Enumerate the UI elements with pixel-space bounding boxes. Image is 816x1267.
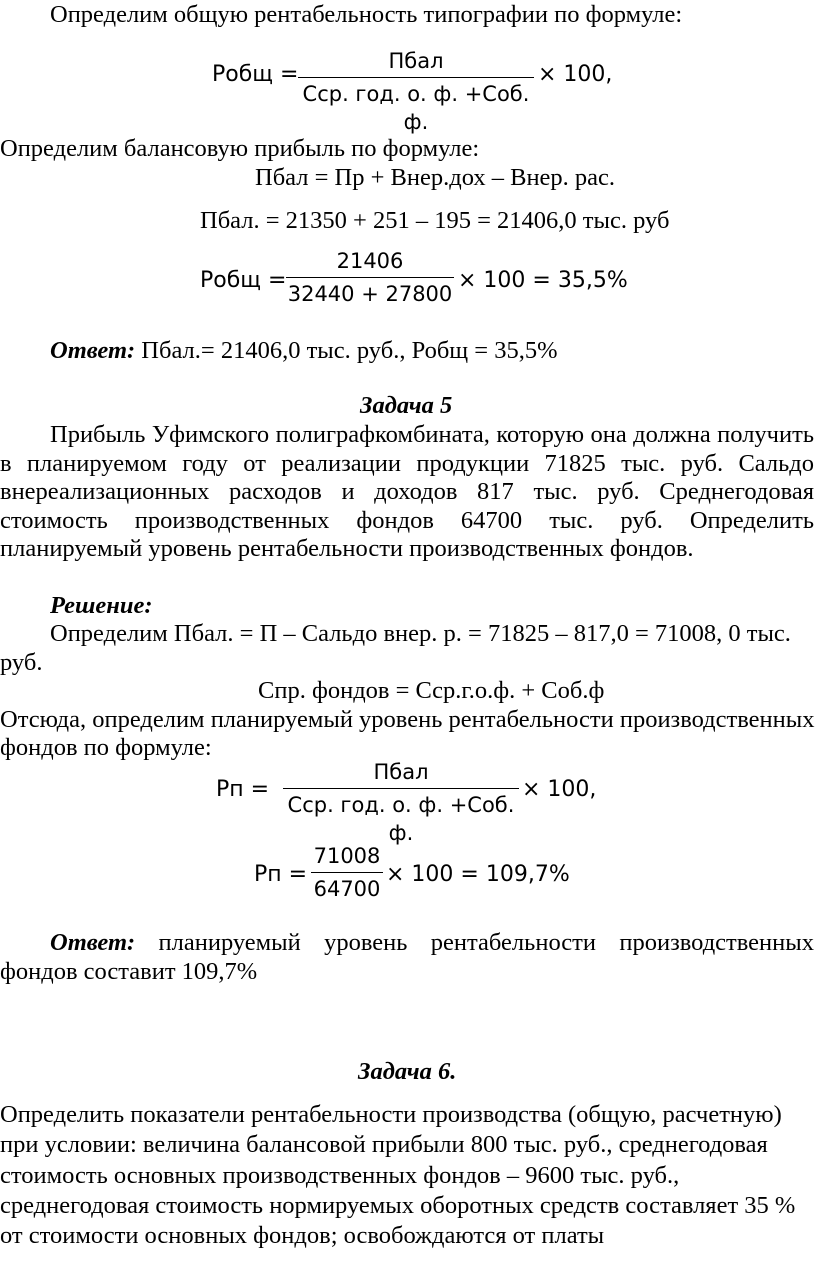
formula2-fraction (286, 247, 454, 308)
formula2-tail: × 100 = 35,5% (458, 268, 628, 293)
formula2-denominator: 32440 + 27800 (287, 282, 453, 306)
solution-line-2: руб. (0, 649, 43, 676)
formula4-lhs: Рп = (254, 862, 308, 887)
formula1-fraction (298, 47, 534, 136)
formula2-lhs: Робщ = (200, 268, 287, 293)
task5-title: Задача 5 (360, 392, 453, 419)
answer1 (50, 336, 558, 366)
formula1-denominator: Сср. год. о. ф. +Соб. ф. (302, 82, 530, 134)
balance-formula: Пбал = Пр + Внер.дох – Внер. рас. (255, 164, 616, 191)
formula1-numerator: Пбал (388, 49, 444, 73)
formula4-numerator: 71008 (313, 844, 381, 868)
formula4-denominator: 64700 (313, 877, 381, 901)
formula3-lhs: Рп = (216, 777, 270, 802)
solution-label: Решение: (50, 592, 153, 619)
task6-line-5: от стоимости основных фондов; освобождаются от платы (0, 1222, 605, 1249)
task5-line-3: внереализационных расходов и доходов 817 тыс. руб. Среднегодовая (0, 478, 814, 505)
formula1-tail: × 100, (538, 62, 613, 87)
task6-title: Задача 6. (358, 1058, 457, 1085)
balance-calc: Пбал. = 21350 + 251 – 195 = 21406,0 тыс. руб (200, 207, 670, 234)
answer2-word: производственных (619, 929, 814, 956)
task5-line-5: планируемый уровень рентабельности производственных фондов. (0, 535, 694, 562)
intro-line: Определим общую рентабельность типографии по формуле: (50, 1, 683, 28)
formula3-fraction (283, 758, 519, 847)
answer2-word: рентабельности (430, 929, 596, 956)
answer1-label: Ответ: (50, 337, 136, 364)
task5-line-4: стоимость производственных фондов 64700 тыс. руб. Определить (0, 507, 814, 534)
formula3-tail: × 100, (522, 777, 597, 802)
task6-line-3: стоимость основных производственных фондов – 9600 тыс. руб., (0, 1162, 680, 1189)
task5-line-1: Прибыль Уфимского полиграфкомбината, которую она должна получить (50, 421, 814, 448)
answer2-word: планируемый (158, 929, 301, 956)
solution-line-1: Определим Пбал. = П – Сальдо внер. р. = 71825 – 817,0 = 71008, 0 тыс. (50, 620, 791, 647)
formula3-denominator: Сср. год. о. ф. +Соб. ф. (287, 793, 515, 845)
formula1-lhs: Робщ = (212, 62, 299, 87)
formula4-tail: × 100 = 109,7% (386, 862, 570, 887)
answer2-label: Ответ: (50, 929, 136, 956)
solution-line-3: Отсюда, определим планируемый уровень рентабельности производственных (0, 706, 815, 733)
spr-formula: Спр. фондов = Сср.г.о.ф. + Соб.ф (258, 677, 605, 704)
answer2-word: уровень (324, 929, 408, 956)
task5-line-2: в планируемом году от реализации продукции 71825 тыс. руб. Сальдо (0, 450, 814, 477)
task6-line-2: при условии: величина балансовой прибыли 800 тыс. руб., среднегодовая (0, 1131, 768, 1158)
answer1-text: Пбал.= 21406,0 тыс. руб., Робщ = 35,5% (135, 337, 558, 364)
task6-line-1: Определить показатели рентабельности производства (общую, расчетную) (0, 1101, 782, 1128)
formula3-numerator: Пбал (373, 760, 429, 784)
solution-line-4: фондов по формуле: (0, 734, 212, 761)
balance-heading: Определим балансовую прибыль по формуле: (0, 135, 480, 162)
task6-line-4: среднегодовая стоимость нормируемых оборотных средств составляет 35 % (0, 1192, 796, 1219)
answer2-line-2: фондов составит 109,7% (0, 958, 258, 985)
answer2-line-1 (50, 928, 814, 958)
formula2-numerator: 21406 (336, 249, 404, 273)
formula4-fraction (311, 842, 383, 903)
